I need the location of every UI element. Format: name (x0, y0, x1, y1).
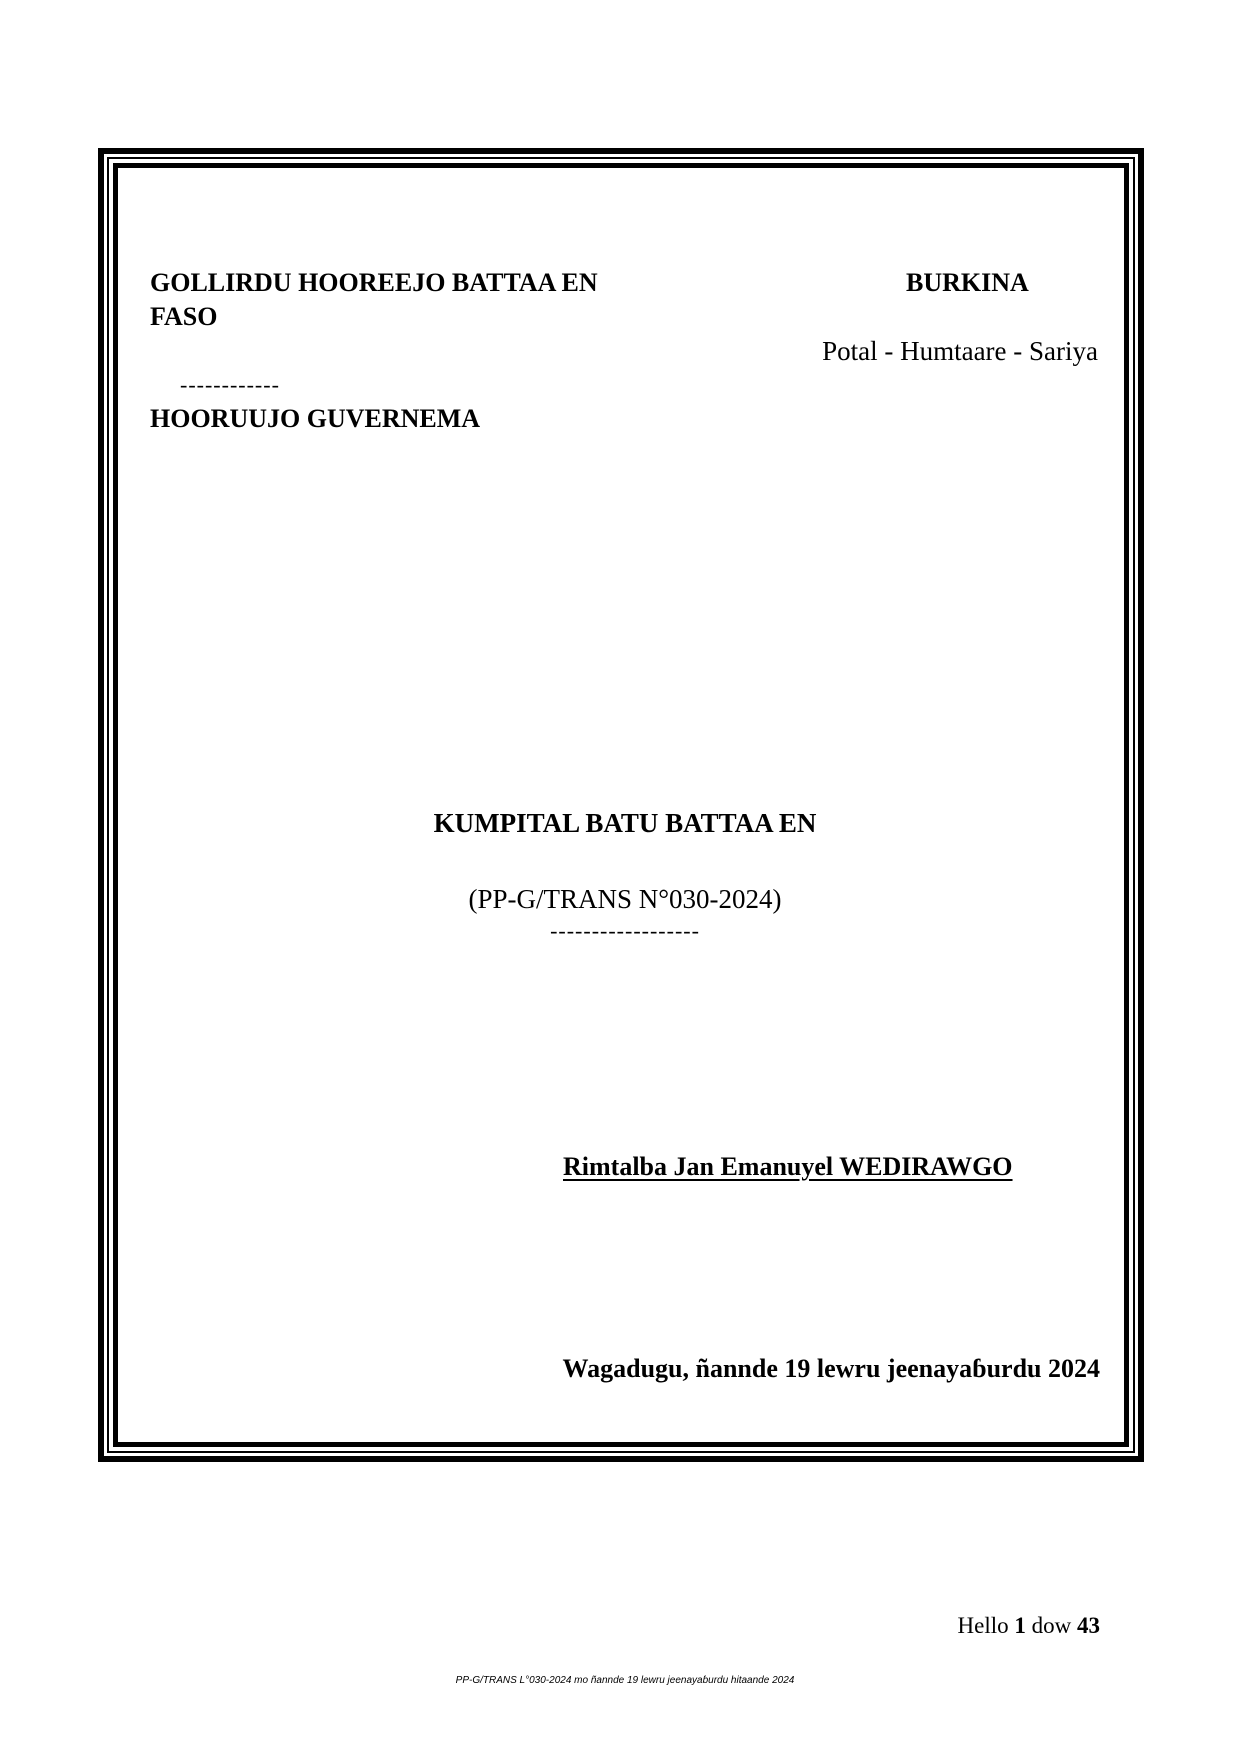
document-title: KUMPITAL BATU BATTAA EN (433, 808, 817, 838)
page-of: dow (1031, 1613, 1072, 1638)
footer-note: PP-G/TRANS L°030-2024 mo ñannde 19 lewru jeenayaɓurdu hitaande 2024 (455, 1675, 795, 1686)
ministry-separator: ------------ (180, 372, 280, 397)
page-total: 43 (1077, 1613, 1100, 1638)
author-name: Rimtalba Jan Emanuyel WEDIRAWGO (563, 1152, 1013, 1181)
national-motto: Potal - Humtaare - Sariya (822, 336, 1098, 366)
ministry-name-line-2: FASO (150, 302, 218, 331)
reference-separator: ------------------ (550, 918, 700, 943)
document-reference: (PP-G/TRANS N°030-2024) (468, 884, 782, 914)
ministry-name-line-1: GOLLIRDU HOOREEJO BATTAA EN (150, 268, 598, 297)
page-current: 1 (1014, 1613, 1026, 1638)
place-and-date: Wagadugu, ñannde 19 lewru jeenayaɓurdu 2024 (562, 1354, 1100, 1383)
ministry-name-line-3: HOORUUJO GUVERNEMA (150, 404, 481, 433)
page-number (958, 1613, 1100, 1639)
page-label: Hello (957, 1613, 1009, 1638)
country-name: BURKINA (906, 268, 1029, 297)
